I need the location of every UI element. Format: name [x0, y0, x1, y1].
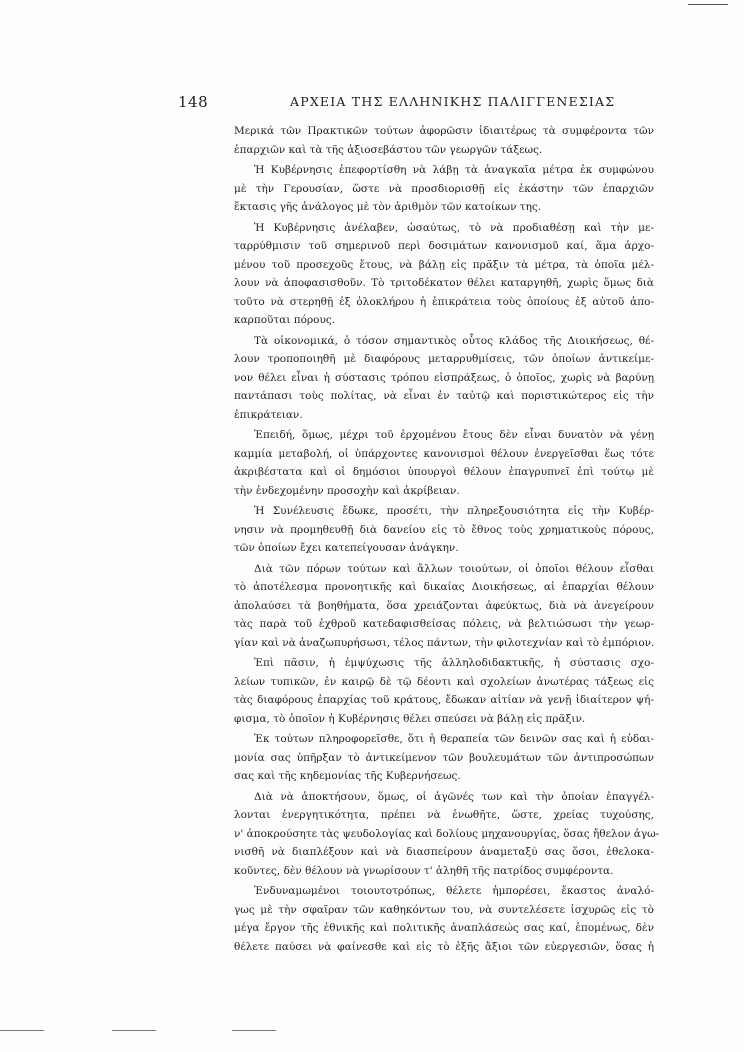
text-line: καμμία μεταβολή, οἱ ὑπάρχοντες κανονισμοὶ θέλουν ἐνεργεῖσθαι ἕως τότε	[234, 447, 654, 460]
text-line: νησιν νὰ προμηθευθῇ διὰ δανείου εἰς τὸ ἔθνος τοὺς χρηματικοὺς πόρους,	[234, 523, 654, 536]
paragraph	[234, 788, 660, 881]
text-line: τὸ ἀποτέλεσμα προνοητικῆς καὶ δικαίας Διοικήσεως, αἱ ἐπαρχίαι θέλουν	[234, 581, 654, 593]
text-line: Ἡ Συνέλευσις ἔδωκε, προσέτι, τὴν πληρεξουσιότητα εἰς τὴν Κυβέρ-	[254, 505, 654, 517]
text-line: τῶν ὁποίων ἔχει κατεπείγουσαν ἀνάγκην.	[234, 542, 459, 554]
page-number: 148	[178, 93, 209, 111]
paragraph	[234, 161, 654, 217]
text-line: ἐπαρχιῶν καὶ τὰ τῆς ἀξιοσεβάστου τῶν γεωργῶν τάξεως.	[234, 143, 543, 156]
text-line: θέλετε παύσει νὰ φαίνεσθε καὶ εἰς τὸ ἑξῆς ἄξιοι τῶν εὐεργεσιῶν, ὅσας ἡ	[234, 940, 654, 953]
paragraph	[234, 219, 654, 330]
text-line: κοῦντες, δὲν θέλουν νὰ γνωρίσουν τ' ἀληθῆ τῆς πατρίδος συμφέροντα.	[234, 864, 614, 877]
text-line: ἀκριβέστατα καὶ οἱ δημόσιοι ὑπουργοὶ θέλουν ἐπαγρυπνεῖ ἐπὶ τούτῳ μὲ	[234, 466, 654, 478]
text-line: παντάπασι τοὺς πολίτας, νὰ εἶναι ἐν ταὐτῷ καὶ ποριστικώτερος εἰς τὴν	[234, 390, 654, 402]
text-line: ν' ἀποκρούσητε τὰς ψευδολογίας καὶ δολίους μηχανουργίας, ὅσας ἤθελον ἀγω-	[234, 827, 660, 840]
text-line: μὲ τὴν Γερουσίαν, ὥστε νὰ προσδιορισθῇ εἰς ἑκάστην τῶν ἐπαρχιῶν	[234, 182, 654, 195]
text-line: Ἐπὶ πᾶσιν, ἡ ἐμψύχωσις τῆς ἀλληλοδιδακτικῆς, ἡ σύστασις σχο-	[254, 657, 654, 669]
text-line: μέγα ἔργον τῆς ἐθνικῆς καὶ πολιτικῆς ἀναπλάσεώς σας καί, ἑπομένως, δὲν	[234, 922, 654, 934]
text-line: ἀπολαύσει τὰ βοηθήματα, ὅσα χρειάζονται ἀφεύκτως, διὰ νὰ ἀνεγείρουν	[234, 599, 654, 612]
text-line: σας καὶ τῆς κηδεμονίας τῆς Κυβερνήσεως.	[234, 770, 461, 782]
top-edge-rule	[688, 4, 728, 5]
paragraph	[234, 882, 654, 956]
text-line: καρποῦται πόρους.	[234, 314, 336, 326]
text-line: λείων τυπικῶν, ἐν καιρῷ δὲ τῷ δέοντι καὶ σχολείων ἀνωτέρας τάξεως εἰς	[234, 675, 654, 688]
text-line: ταρρύθμισιν τοῦ σημερινοῦ περὶ δοσιμάτων κανονισμοῦ καί, ἅμα ἀρχο-	[234, 240, 654, 252]
text-line: φισμα, τὸ ὁποῖον ἡ Κυβέρνησις θέλει σπεύσει νὰ βάλῃ εἰς πρᾶξιν.	[234, 712, 586, 725]
paragraph	[234, 332, 654, 425]
paragraph	[234, 560, 654, 653]
running-head: ΑΡΧΕΙΑ ΤΗΣ ΕΛΛΗΝΙΚΗΣ ΠΑΛΙΓΓΕΝΕΣΙΑΣ	[290, 94, 616, 109]
paragraph	[234, 502, 654, 558]
paragraph	[234, 730, 654, 786]
text-line: γίαν καὶ νὰ ἀναζωπυρήσωσι, τέλος πάντων, τὴν φιλοτεχνίαν καὶ τὸ ἐμπόριον.	[234, 636, 655, 649]
text-line: Ἡ Κυβέρνησις ἀνέλαβεν, ὡσαύτως, τὸ νὰ προδιαθέσῃ καὶ τὴν με-	[254, 221, 654, 234]
text-line: Διὰ νὰ ἀποκτήσουν, ὅμως, οἱ ἀγῶνές των καὶ τὴν ὁποίαν ἐπαγγέλ-	[254, 790, 654, 803]
text-line: λονται ἐνεργητικότητα, πρέπει νὰ ἑνωθῆτε, ὥστε, χρείας τυχούσης,	[234, 809, 654, 821]
paragraph	[234, 426, 654, 500]
text-line: νον θέλει εἶναι ἡ σύστασις τρόπου εἰσπράξεως, ὁ ὁποῖος, χωρὶς νὰ βαρύνῃ	[234, 371, 654, 384]
text-line: μονία σας ὑπῆρξαν τὸ ἀντικείμενον τῶν βουλευμάτων τῶν ἀντιπροσώπων	[234, 751, 654, 764]
footer-mark-center	[232, 1030, 276, 1031]
text-line: ἐπικράτειαν.	[234, 408, 303, 421]
paragraph	[234, 654, 654, 728]
text-line: νισθῆ νὰ διαπλέξουν καὶ νὰ διασπείρουν ἀναμεταξύ σας ὅσοι, ἐθελοκα-	[234, 846, 654, 858]
text-line: Ἡ Κυβέρνησις ἐπεφορτίσθη νὰ λάβῃ τὰ ἀναγκαῖα μέτρα ἐκ συμφώνου	[254, 164, 654, 176]
text-line: λουν τροποποιηθῆ μὲ διαφόρους μεταρρυθμίσεις, τῶν ὁποίων ἀντικείμε-	[234, 353, 654, 365]
text-line: λουν νὰ ἀποφασισθοῦν. Τὸ τριτοδέκατον θέλει καταργηθῆ, χωρὶς ὅμως διὰ	[234, 277, 654, 289]
text-line: ἔκτασις γῆς ἀνάλογος μὲ τὸν ἀριθμὸν τῶν κατοίκων της.	[234, 201, 542, 213]
text-line: γως μὲ τὴν σφαῖραν τῶν καθηκόντων του, νὰ συντελέσετε ἰσχυρῶς εἰς τὸ	[234, 903, 654, 916]
text-line: τὰς παρὰ τοῦ ἐχθροῦ κατεδαφισθείσας πόλεις, νὰ βελτιώσωσι τὴν γεωρ-	[234, 618, 654, 630]
text-line: Ἐπειδή, ὅμως, μέχρι τοῦ ἐρχομένου ἔτους δὲν εἶναι δυνατὸν νὰ γένῃ	[254, 429, 654, 441]
text-line: Τὰ οἰκονομικά, ὁ τόσον σημαντικὸς οὗτος κλάδος τῆς Διοικήσεως, θέ-	[254, 334, 654, 347]
footer-mark-center-left	[112, 1030, 156, 1031]
paragraph	[234, 122, 654, 159]
text-line: τὰς διαφόρους ἐπαρχίας τοῦ κράτους, ἔδωκαν αἰτίαν νὰ γενῇ ἰδιαίτερον ψή-	[234, 694, 654, 706]
text-line: Ἐνδυναμωμένοι τοιουτοτρόπως, θέλετε ἠμπορέσει, ἕκαστος ἀναλό-	[254, 885, 654, 897]
text-line: μένου τοῦ προσεχοῦς ἔτους, νὰ βάλῃ εἰς πρᾶξιν τὰ μέτρα, τὰ ὁποῖα μέλ-	[234, 258, 654, 271]
text-line: Μερικά τῶν Πρακτικῶν τούτων ἀφορῶσιν ἰδιαιτέρως τὰ συμφέροντα τῶν	[234, 125, 654, 137]
footer-mark-left	[0, 1030, 44, 1031]
text-line: τοῦτο νὰ στερηθῇ ἐξ ὁλοκλήρου ἡ ἐπικράτεια τοὺς ὁποίους ἐξ αὐτοῦ ἀπο-	[234, 295, 654, 308]
text-body	[234, 122, 660, 956]
text-line: τὴν ἐνδεχομένην προσοχὴν καὶ ἀκρίβειαν.	[234, 484, 460, 497]
text-line: Διὰ τῶν πόρων τούτων καὶ ἄλλων τοιούτων, οἱ ὁποῖοι θέλουν εἶσθαι	[254, 562, 654, 575]
text-line: Ἐκ τούτων πληροφορεῖσθε, ὅτι ἡ θεραπεία τῶν δεινῶν σας καὶ ἡ εὐδαι-	[254, 733, 654, 745]
